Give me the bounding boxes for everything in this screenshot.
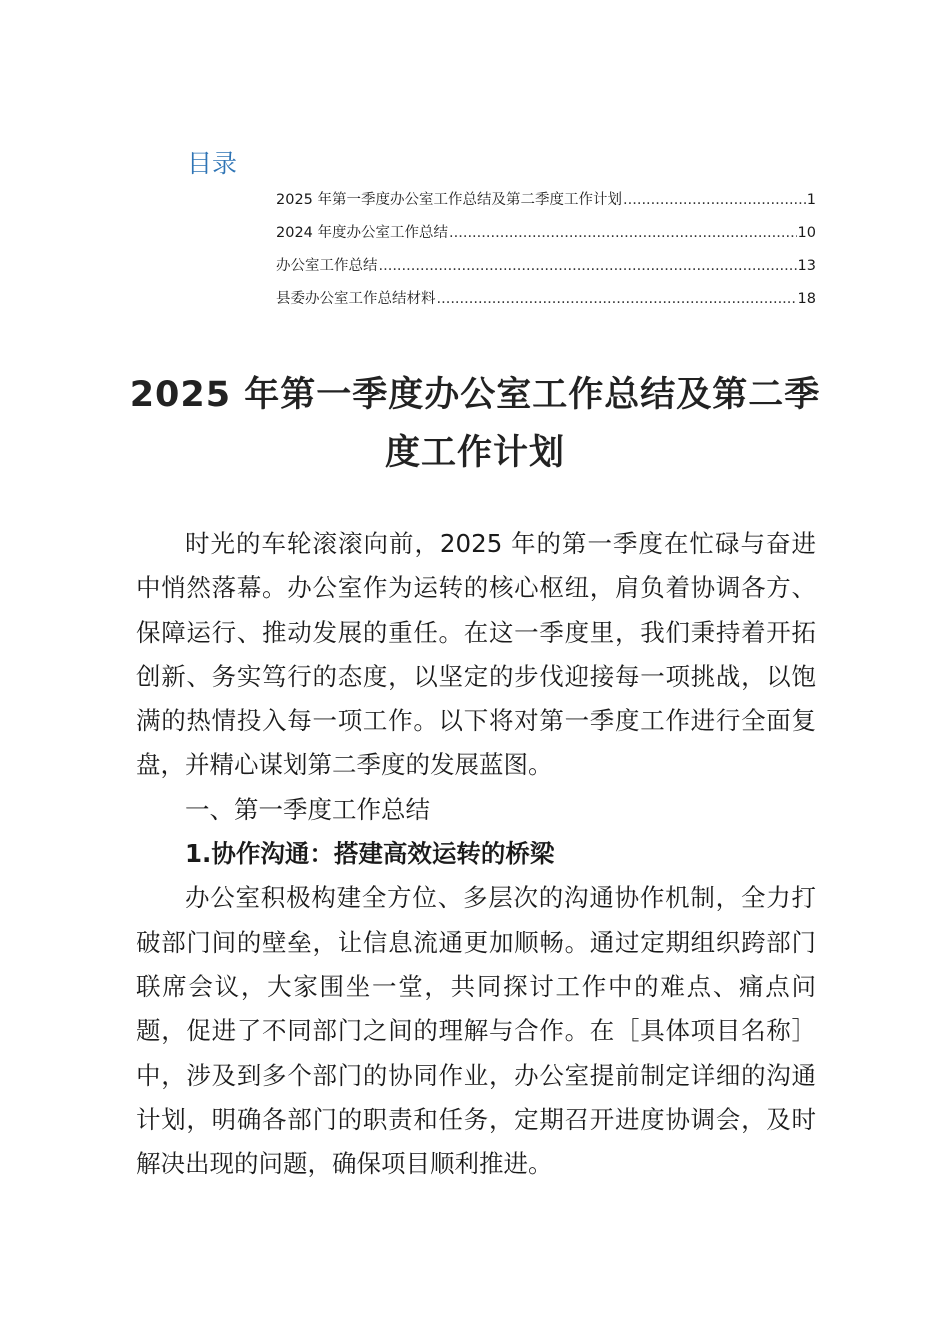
section-heading: 一、第一季度工作总结 [185, 794, 430, 824]
toc-entry-page: 13 [797, 258, 816, 274]
toc-entry[interactable] [276, 287, 816, 320]
toc-heading: 目录 [187, 149, 238, 178]
toc-entry-title: 2025 年第一季度办公室工作总结及第二季度工作计划 [276, 192, 623, 208]
body-paragraph: 时光的车轮滚滚向前，2025 年的第一季度在忙碌与奋进中悄然落幕。办公室作为运转的核心枢纽，肩负着协调各方、保障运行、推动发展的重任。在这一季度里，我们秉持着开拓创新、务实笃行的态度，以坚定的步伐迎接每一项挑战，以饱满的热情投入每一项工作。以下将对第一季度工作进行全面复盘，并精心谋划第二季度的发展蓝图。 [136, 529, 816, 780]
toc-entry-page: 10 [797, 225, 816, 241]
toc-entry-title: 2024 年度办公室工作总结 [276, 225, 449, 241]
toc-entry-page: 1 [806, 192, 816, 208]
document-body [136, 522, 816, 1186]
toc-entry-title: 县委办公室工作总结材料 [276, 291, 436, 307]
toc-leader-dots [623, 192, 806, 208]
toc-leader-dots [449, 225, 797, 241]
subsection-heading: 1.协作沟通：搭建高效运转的桥梁 [185, 839, 555, 869]
toc-entry-title: 办公室工作总结 [276, 258, 378, 274]
table-of-contents [276, 188, 816, 320]
body-paragraph: 办公室积极构建全方位、多层次的沟通协作机制，全力打破部门间的壁垒，让信息流通更加顺畅。通过定期组织跨部门联席会议，大家围坐一堂，共同探讨工作中的难点、痛点问题，促进了不同部门之间的理解与合作。在［具体项目名称］中，涉及到多个部门的协同作业，办公室提前制定详细的沟通计划，明确各部门的职责和任务，定期召开进度协调会，及时解决出现的问题，确保项目顺利推进。 [136, 883, 816, 1179]
document-title [120, 366, 830, 482]
toc-entry[interactable] [276, 221, 816, 254]
document-title-line: 2025 年第一季度办公室工作总结及第二季 [129, 375, 821, 415]
toc-leader-dots [379, 258, 797, 274]
document-title-line: 度工作计划 [384, 433, 565, 473]
toc-entry[interactable] [276, 188, 816, 221]
toc-leader-dots [437, 291, 797, 307]
toc-entry[interactable] [276, 254, 816, 287]
toc-entry-page: 18 [797, 291, 816, 307]
